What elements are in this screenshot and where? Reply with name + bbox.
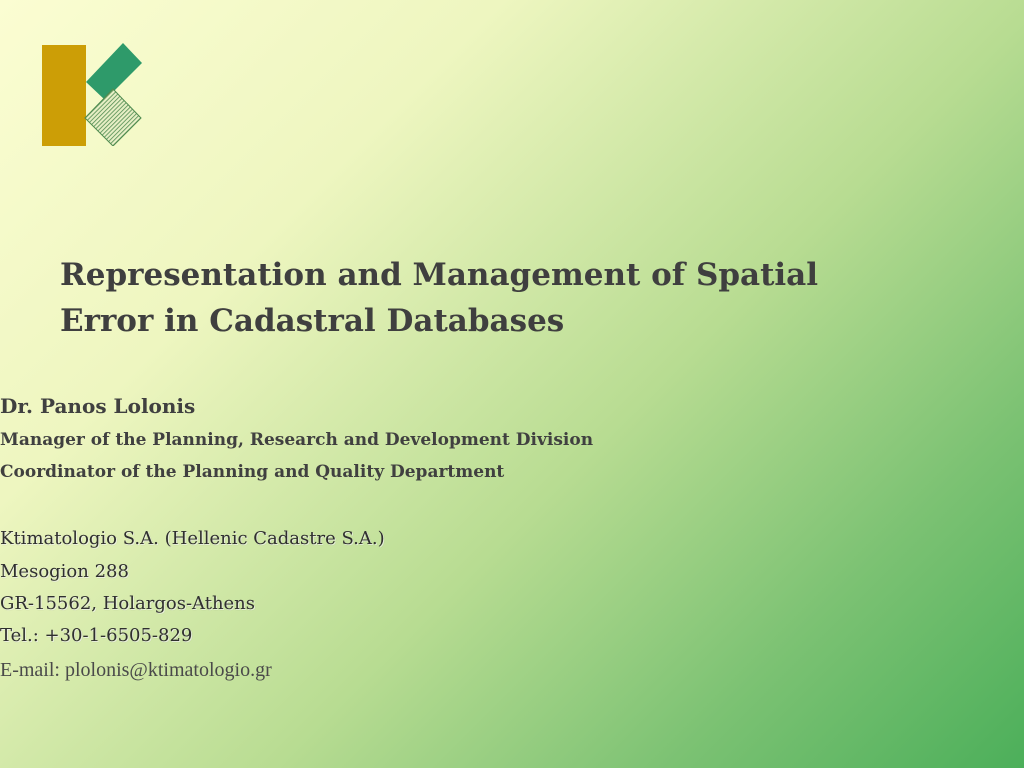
title-line-2: Error in Cadastral Databases [60,303,565,339]
organization-street: Mesogion 288 [0,561,129,582]
logo-bar [42,45,86,146]
organization-email: E-mail: plolonis@ktimatologio.gr [0,659,272,681]
organization-name: Ktimatologio S.A. (Hellenic Cadastre S.A.) [0,528,385,549]
title-line-1: Representation and Management of Spatial [60,257,819,293]
author-role-coordinator: Coordinator of the Planning and Quality Department [0,462,505,482]
ktimatologio-logo [42,42,142,146]
author-role-manager: Manager of the Planning, Research and Development Division [0,430,594,450]
presentation-title [60,252,964,344]
author-name: Dr. Panos Lolonis [0,394,196,418]
organization-city: GR-15562, Holargos-Athens [0,593,256,614]
logo-lower-diamond [85,89,141,146]
organization-phone: Tel.: +30-1-6505-829 [0,625,193,646]
